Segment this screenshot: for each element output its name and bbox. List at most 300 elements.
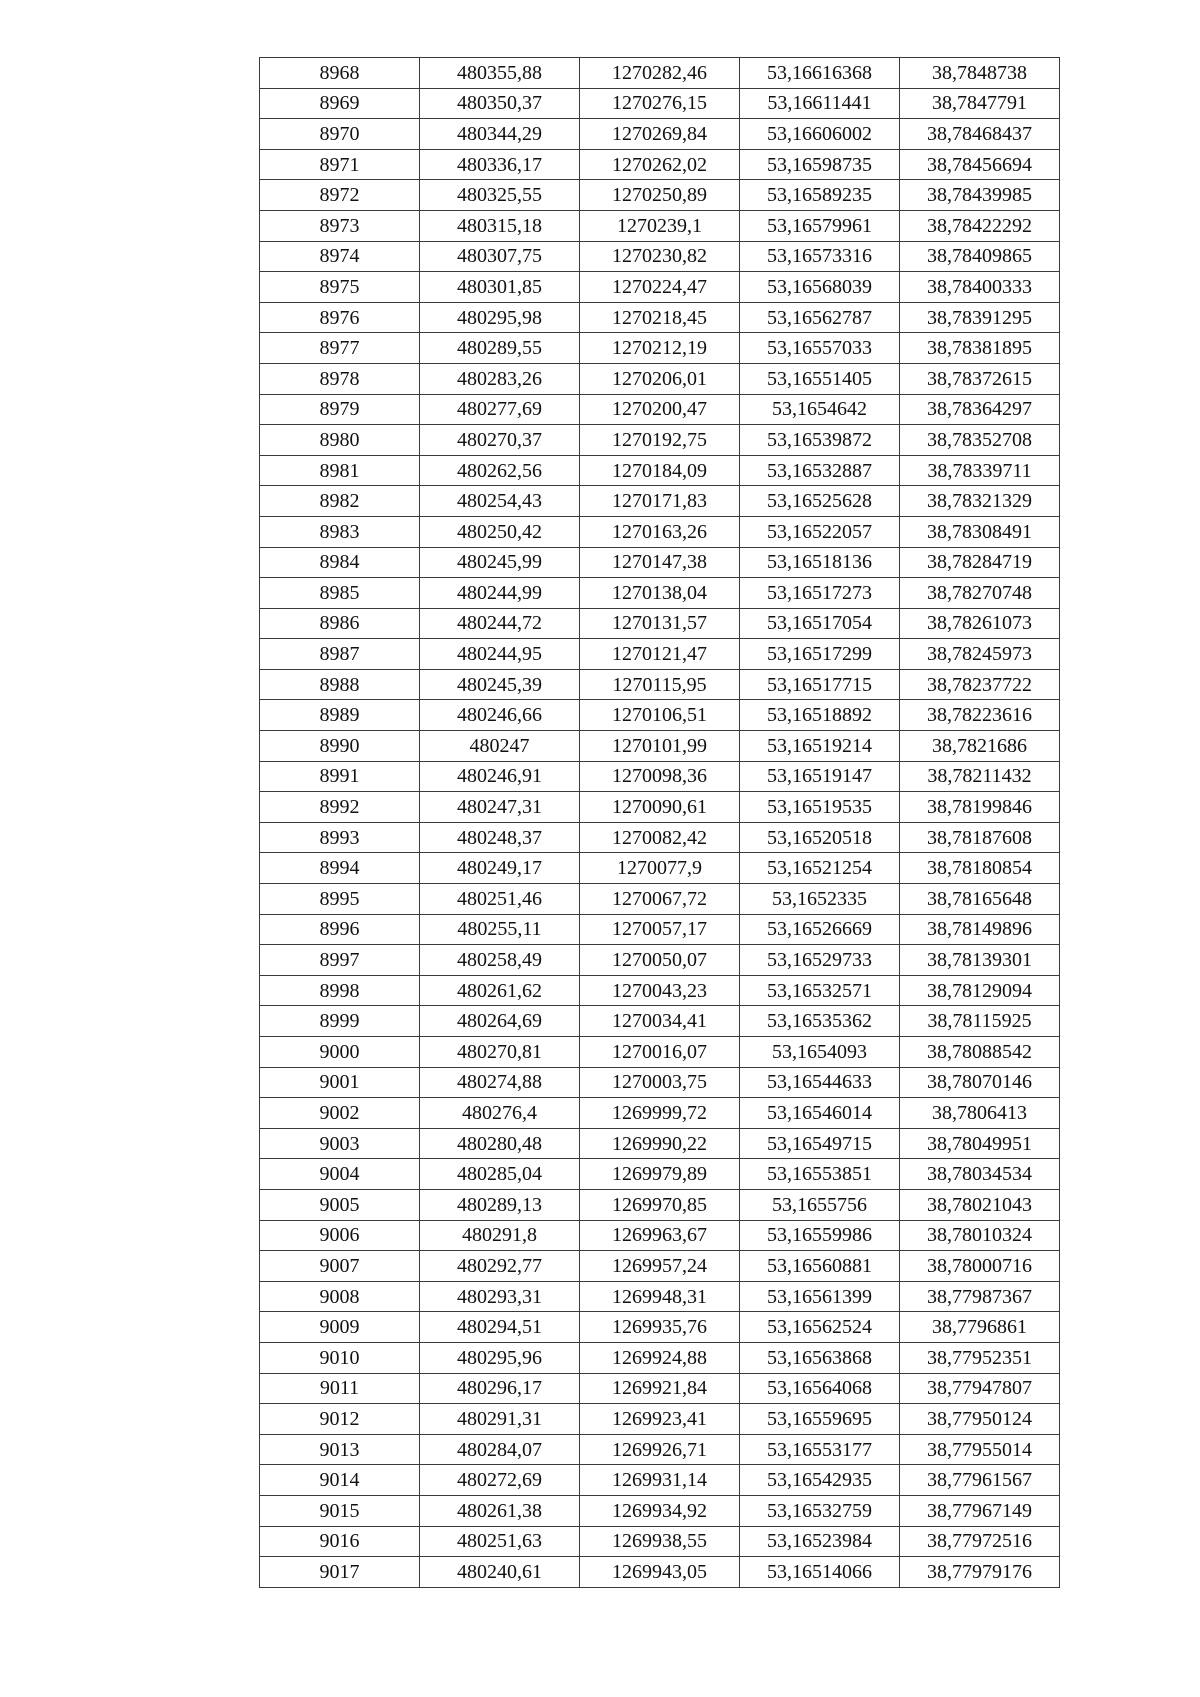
table-row: [260, 425, 1060, 456]
cell-y: 1269957,24: [580, 1251, 740, 1282]
cell-x: 480294,51: [420, 1312, 580, 1343]
table-row: [260, 516, 1060, 547]
cell-latitude: 53,16589235: [740, 180, 900, 211]
cell-x: 480276,4: [420, 1098, 580, 1129]
table-row: [260, 180, 1060, 211]
cell-point-no: 8973: [260, 210, 420, 241]
cell-longitude: 38,78270748: [900, 578, 1060, 609]
cell-longitude: 38,78115925: [900, 1006, 1060, 1037]
cell-point-no: 8976: [260, 302, 420, 333]
cell-latitude: 53,16616368: [740, 58, 900, 89]
cell-x: 480247: [420, 731, 580, 762]
cell-longitude: 38,78165648: [900, 884, 1060, 915]
cell-x: 480244,99: [420, 578, 580, 609]
cell-y: 1269963,67: [580, 1220, 740, 1251]
cell-x: 480301,85: [420, 272, 580, 303]
cell-latitude: 53,16568039: [740, 272, 900, 303]
cell-y: 1270098,36: [580, 761, 740, 792]
cell-y: 1270082,42: [580, 822, 740, 853]
table-row: [260, 302, 1060, 333]
table-row: [260, 1189, 1060, 1220]
cell-y: 1270043,23: [580, 975, 740, 1006]
table-row: [260, 149, 1060, 180]
cell-longitude: 38,7806413: [900, 1098, 1060, 1129]
cell-y: 1270121,47: [580, 639, 740, 670]
table-row: [260, 1434, 1060, 1465]
cell-x: 480283,26: [420, 363, 580, 394]
cell-y: 1270184,09: [580, 455, 740, 486]
cell-point-no: 9009: [260, 1312, 420, 1343]
table-row: [260, 547, 1060, 578]
cell-longitude: 38,78456694: [900, 149, 1060, 180]
cell-point-no: 8984: [260, 547, 420, 578]
cell-point-no: 9014: [260, 1465, 420, 1496]
cell-x: 480255,11: [420, 914, 580, 945]
cell-y: 1269931,14: [580, 1465, 740, 1496]
cell-latitude: 53,16518136: [740, 547, 900, 578]
cell-y: 1270269,84: [580, 119, 740, 150]
table-row: [260, 1098, 1060, 1129]
table-row: [260, 1404, 1060, 1435]
cell-longitude: 38,78139301: [900, 945, 1060, 976]
cell-x: 480245,99: [420, 547, 580, 578]
cell-latitude: 53,16517299: [740, 639, 900, 670]
cell-latitude: 53,1655756: [740, 1189, 900, 1220]
cell-latitude: 53,16560881: [740, 1251, 900, 1282]
cell-x: 480270,81: [420, 1037, 580, 1068]
cell-x: 480240,61: [420, 1557, 580, 1588]
cell-point-no: 8986: [260, 608, 420, 639]
cell-latitude: 53,16551405: [740, 363, 900, 394]
cell-longitude: 38,78237722: [900, 669, 1060, 700]
cell-point-no: 9004: [260, 1159, 420, 1190]
table-row: [260, 1128, 1060, 1159]
cell-y: 1270200,47: [580, 394, 740, 425]
cell-longitude: 38,78284719: [900, 547, 1060, 578]
cell-point-no: 9008: [260, 1281, 420, 1312]
table-row: [260, 914, 1060, 945]
cell-point-no: 8971: [260, 149, 420, 180]
cell-point-no: 8989: [260, 700, 420, 731]
table-row: [260, 241, 1060, 272]
coordinates-table: [259, 57, 1060, 1588]
cell-y: 1270115,95: [580, 669, 740, 700]
cell-y: 1270218,45: [580, 302, 740, 333]
cell-x: 480254,43: [420, 486, 580, 517]
cell-point-no: 8996: [260, 914, 420, 945]
table-row: [260, 1006, 1060, 1037]
cell-latitude: 53,16526669: [740, 914, 900, 945]
cell-latitude: 53,16562524: [740, 1312, 900, 1343]
cell-longitude: 38,77967149: [900, 1495, 1060, 1526]
cell-point-no: 8981: [260, 455, 420, 486]
cell-x: 480270,37: [420, 425, 580, 456]
table-row: [260, 1495, 1060, 1526]
table-row: [260, 1312, 1060, 1343]
cell-y: 1270090,61: [580, 792, 740, 823]
table-row: [260, 639, 1060, 670]
cell-latitude: 53,16606002: [740, 119, 900, 150]
cell-point-no: 8972: [260, 180, 420, 211]
cell-point-no: 8985: [260, 578, 420, 609]
table-row: [260, 1373, 1060, 1404]
cell-longitude: 38,7796861: [900, 1312, 1060, 1343]
cell-longitude: 38,7848738: [900, 58, 1060, 89]
table-row: [260, 731, 1060, 762]
cell-latitude: 53,16611441: [740, 88, 900, 119]
table-row: [260, 363, 1060, 394]
cell-x: 480264,69: [420, 1006, 580, 1037]
cell-point-no: 9002: [260, 1098, 420, 1129]
cell-y: 1269924,88: [580, 1342, 740, 1373]
cell-y: 1269923,41: [580, 1404, 740, 1435]
cell-y: 1269938,55: [580, 1526, 740, 1557]
cell-point-no: 8991: [260, 761, 420, 792]
cell-longitude: 38,77955014: [900, 1434, 1060, 1465]
cell-y: 1270250,89: [580, 180, 740, 211]
cell-x: 480291,31: [420, 1404, 580, 1435]
cell-latitude: 53,16579961: [740, 210, 900, 241]
cell-latitude: 53,16523984: [740, 1526, 900, 1557]
cell-longitude: 38,7847791: [900, 88, 1060, 119]
coordinates-table-body: [260, 58, 1060, 1588]
table-row: [260, 669, 1060, 700]
cell-latitude: 53,16532887: [740, 455, 900, 486]
cell-point-no: 8970: [260, 119, 420, 150]
cell-longitude: 38,78088542: [900, 1037, 1060, 1068]
cell-x: 480262,56: [420, 455, 580, 486]
table-row: [260, 333, 1060, 364]
cell-x: 480289,55: [420, 333, 580, 364]
table-row: [260, 578, 1060, 609]
cell-latitude: 53,1654093: [740, 1037, 900, 1068]
table-row: [260, 608, 1060, 639]
table-row: [260, 119, 1060, 150]
cell-longitude: 38,77952351: [900, 1342, 1060, 1373]
cell-longitude: 38,78199846: [900, 792, 1060, 823]
table-row: [260, 1526, 1060, 1557]
cell-latitude: 53,16539872: [740, 425, 900, 456]
table-row: [260, 1557, 1060, 1588]
cell-y: 1270212,19: [580, 333, 740, 364]
cell-x: 480247,31: [420, 792, 580, 823]
cell-latitude: 53,16562787: [740, 302, 900, 333]
table-row: [260, 975, 1060, 1006]
cell-latitude: 53,16521254: [740, 853, 900, 884]
cell-y: 1269934,92: [580, 1495, 740, 1526]
table-row: [260, 822, 1060, 853]
cell-x: 480246,91: [420, 761, 580, 792]
cell-latitude: 53,16522057: [740, 516, 900, 547]
table-row: [260, 945, 1060, 976]
cell-longitude: 38,78468437: [900, 119, 1060, 150]
cell-point-no: 8988: [260, 669, 420, 700]
cell-y: 1269990,22: [580, 1128, 740, 1159]
cell-point-no: 8978: [260, 363, 420, 394]
cell-point-no: 8982: [260, 486, 420, 517]
cell-y: 1270016,07: [580, 1037, 740, 1068]
cell-latitude: 53,16561399: [740, 1281, 900, 1312]
table-row: [260, 792, 1060, 823]
cell-longitude: 38,78372615: [900, 363, 1060, 394]
cell-y: 1270131,57: [580, 608, 740, 639]
cell-x: 480258,49: [420, 945, 580, 976]
cell-point-no: 9015: [260, 1495, 420, 1526]
cell-y: 1270057,17: [580, 914, 740, 945]
table-row: [260, 210, 1060, 241]
cell-longitude: 38,78187608: [900, 822, 1060, 853]
cell-longitude: 38,78245973: [900, 639, 1060, 670]
cell-point-no: 8979: [260, 394, 420, 425]
cell-latitude: 53,16564068: [740, 1373, 900, 1404]
cell-point-no: 9005: [260, 1189, 420, 1220]
cell-latitude: 53,1652335: [740, 884, 900, 915]
cell-y: 1269970,85: [580, 1189, 740, 1220]
cell-latitude: 53,16598735: [740, 149, 900, 180]
cell-x: 480296,17: [420, 1373, 580, 1404]
cell-longitude: 38,78180854: [900, 853, 1060, 884]
cell-x: 480295,98: [420, 302, 580, 333]
cell-y: 1270034,41: [580, 1006, 740, 1037]
cell-x: 480250,42: [420, 516, 580, 547]
cell-latitude: 53,16517715: [740, 669, 900, 700]
cell-y: 1270101,99: [580, 731, 740, 762]
cell-y: 1269943,05: [580, 1557, 740, 1588]
cell-longitude: 38,77950124: [900, 1404, 1060, 1435]
cell-y: 1270147,38: [580, 547, 740, 578]
cell-longitude: 38,78149896: [900, 914, 1060, 945]
cell-latitude: 53,16518892: [740, 700, 900, 731]
cell-longitude: 38,78070146: [900, 1067, 1060, 1098]
cell-point-no: 8968: [260, 58, 420, 89]
table-row: [260, 1159, 1060, 1190]
cell-point-no: 8987: [260, 639, 420, 670]
cell-latitude: 53,16519214: [740, 731, 900, 762]
cell-point-no: 8994: [260, 853, 420, 884]
cell-longitude: 38,78400333: [900, 272, 1060, 303]
cell-x: 480251,63: [420, 1526, 580, 1557]
cell-latitude: 53,16549715: [740, 1128, 900, 1159]
table-row: [260, 1037, 1060, 1068]
cell-point-no: 8998: [260, 975, 420, 1006]
cell-longitude: 38,78422292: [900, 210, 1060, 241]
table-row: [260, 853, 1060, 884]
cell-x: 480272,69: [420, 1465, 580, 1496]
cell-y: 1270206,01: [580, 363, 740, 394]
cell-latitude: 53,16553851: [740, 1159, 900, 1190]
cell-x: 480292,77: [420, 1251, 580, 1282]
cell-x: 480261,38: [420, 1495, 580, 1526]
cell-y: 1270262,02: [580, 149, 740, 180]
cell-longitude: 38,78439985: [900, 180, 1060, 211]
cell-y: 1270276,15: [580, 88, 740, 119]
cell-point-no: 9017: [260, 1557, 420, 1588]
cell-y: 1270192,75: [580, 425, 740, 456]
cell-longitude: 38,78391295: [900, 302, 1060, 333]
cell-y: 1269921,84: [580, 1373, 740, 1404]
cell-x: 480246,66: [420, 700, 580, 731]
cell-point-no: 8975: [260, 272, 420, 303]
cell-latitude: 53,16532759: [740, 1495, 900, 1526]
cell-longitude: 38,78339711: [900, 455, 1060, 486]
cell-y: 1270050,07: [580, 945, 740, 976]
cell-x: 480325,55: [420, 180, 580, 211]
cell-longitude: 38,78381895: [900, 333, 1060, 364]
cell-x: 480355,88: [420, 58, 580, 89]
cell-point-no: 8997: [260, 945, 420, 976]
cell-latitude: 53,16535362: [740, 1006, 900, 1037]
table-row: [260, 1342, 1060, 1373]
cell-y: 1270163,26: [580, 516, 740, 547]
table-row: [260, 1281, 1060, 1312]
cell-longitude: 38,78261073: [900, 608, 1060, 639]
cell-latitude: 53,1654642: [740, 394, 900, 425]
cell-longitude: 38,78049951: [900, 1128, 1060, 1159]
cell-point-no: 9011: [260, 1373, 420, 1404]
cell-longitude: 38,78021043: [900, 1189, 1060, 1220]
table-row: [260, 700, 1060, 731]
cell-x: 480285,04: [420, 1159, 580, 1190]
cell-y: 1270224,47: [580, 272, 740, 303]
cell-longitude: 38,78364297: [900, 394, 1060, 425]
table-row: [260, 1067, 1060, 1098]
table-row: [260, 455, 1060, 486]
cell-point-no: 9003: [260, 1128, 420, 1159]
cell-x: 480295,96: [420, 1342, 580, 1373]
cell-point-no: 8993: [260, 822, 420, 853]
cell-longitude: 38,77979176: [900, 1557, 1060, 1588]
cell-longitude: 38,7821686: [900, 731, 1060, 762]
cell-x: 480244,95: [420, 639, 580, 670]
cell-longitude: 38,77987367: [900, 1281, 1060, 1312]
cell-latitude: 53,16557033: [740, 333, 900, 364]
cell-y: 1270282,46: [580, 58, 740, 89]
cell-latitude: 53,16519535: [740, 792, 900, 823]
cell-y: 1270138,04: [580, 578, 740, 609]
cell-point-no: 8990: [260, 731, 420, 762]
cell-y: 1270239,1: [580, 210, 740, 241]
table-row: [260, 486, 1060, 517]
cell-point-no: 8974: [260, 241, 420, 272]
cell-y: 1270077,9: [580, 853, 740, 884]
cell-latitude: 53,16529733: [740, 945, 900, 976]
cell-x: 480284,07: [420, 1434, 580, 1465]
cell-x: 480280,48: [420, 1128, 580, 1159]
cell-x: 480344,29: [420, 119, 580, 150]
cell-longitude: 38,78000716: [900, 1251, 1060, 1282]
cell-x: 480289,13: [420, 1189, 580, 1220]
cell-x: 480277,69: [420, 394, 580, 425]
cell-latitude: 53,16563868: [740, 1342, 900, 1373]
cell-y: 1269948,31: [580, 1281, 740, 1312]
cell-x: 480244,72: [420, 608, 580, 639]
cell-x: 480245,39: [420, 669, 580, 700]
cell-point-no: 8969: [260, 88, 420, 119]
cell-point-no: 9001: [260, 1067, 420, 1098]
table-row: [260, 1220, 1060, 1251]
table-row: [260, 1251, 1060, 1282]
cell-x: 480307,75: [420, 241, 580, 272]
cell-x: 480293,31: [420, 1281, 580, 1312]
cell-longitude: 38,78308491: [900, 516, 1060, 547]
cell-longitude: 38,78352708: [900, 425, 1060, 456]
cell-longitude: 38,78321329: [900, 486, 1060, 517]
cell-y: 1270230,82: [580, 241, 740, 272]
cell-y: 1270171,83: [580, 486, 740, 517]
cell-x: 480248,37: [420, 822, 580, 853]
cell-point-no: 9012: [260, 1404, 420, 1435]
cell-latitude: 53,16525628: [740, 486, 900, 517]
cell-longitude: 38,78129094: [900, 975, 1060, 1006]
cell-latitude: 53,16542935: [740, 1465, 900, 1496]
cell-latitude: 53,16544633: [740, 1067, 900, 1098]
table-row: [260, 272, 1060, 303]
cell-x: 480249,17: [420, 853, 580, 884]
cell-point-no: 8999: [260, 1006, 420, 1037]
cell-longitude: 38,78010324: [900, 1220, 1060, 1251]
cell-latitude: 53,16573316: [740, 241, 900, 272]
cell-y: 1269999,72: [580, 1098, 740, 1129]
cell-latitude: 53,16553177: [740, 1434, 900, 1465]
cell-x: 480315,18: [420, 210, 580, 241]
cell-x: 480336,17: [420, 149, 580, 180]
cell-y: 1269935,76: [580, 1312, 740, 1343]
cell-latitude: 53,16514066: [740, 1557, 900, 1588]
cell-latitude: 53,16519147: [740, 761, 900, 792]
cell-y: 1269926,71: [580, 1434, 740, 1465]
cell-y: 1269979,89: [580, 1159, 740, 1190]
cell-latitude: 53,16559695: [740, 1404, 900, 1435]
table-row: [260, 88, 1060, 119]
cell-latitude: 53,16559986: [740, 1220, 900, 1251]
cell-x: 480261,62: [420, 975, 580, 1006]
cell-longitude: 38,78034534: [900, 1159, 1060, 1190]
cell-point-no: 8977: [260, 333, 420, 364]
cell-y: 1270003,75: [580, 1067, 740, 1098]
table-row: [260, 1465, 1060, 1496]
cell-point-no: 9006: [260, 1220, 420, 1251]
cell-longitude: 38,78409865: [900, 241, 1060, 272]
cell-point-no: 9007: [260, 1251, 420, 1282]
cell-longitude: 38,77947807: [900, 1373, 1060, 1404]
cell-latitude: 53,16517273: [740, 578, 900, 609]
cell-latitude: 53,16546014: [740, 1098, 900, 1129]
cell-point-no: 8980: [260, 425, 420, 456]
cell-y: 1270067,72: [580, 884, 740, 915]
cell-point-no: 8992: [260, 792, 420, 823]
cell-x: 480350,37: [420, 88, 580, 119]
cell-latitude: 53,16520518: [740, 822, 900, 853]
table-row: [260, 394, 1060, 425]
table-row: [260, 58, 1060, 89]
cell-point-no: 9016: [260, 1526, 420, 1557]
cell-point-no: 9010: [260, 1342, 420, 1373]
cell-y: 1270106,51: [580, 700, 740, 731]
cell-longitude: 38,78211432: [900, 761, 1060, 792]
cell-point-no: 9000: [260, 1037, 420, 1068]
table-row: [260, 884, 1060, 915]
cell-latitude: 53,16517054: [740, 608, 900, 639]
cell-longitude: 38,77961567: [900, 1465, 1060, 1496]
cell-point-no: 9013: [260, 1434, 420, 1465]
cell-longitude: 38,77972516: [900, 1526, 1060, 1557]
cell-x: 480251,46: [420, 884, 580, 915]
cell-x: 480274,88: [420, 1067, 580, 1098]
table-row: [260, 761, 1060, 792]
cell-x: 480291,8: [420, 1220, 580, 1251]
cell-latitude: 53,16532571: [740, 975, 900, 1006]
cell-longitude: 38,78223616: [900, 700, 1060, 731]
